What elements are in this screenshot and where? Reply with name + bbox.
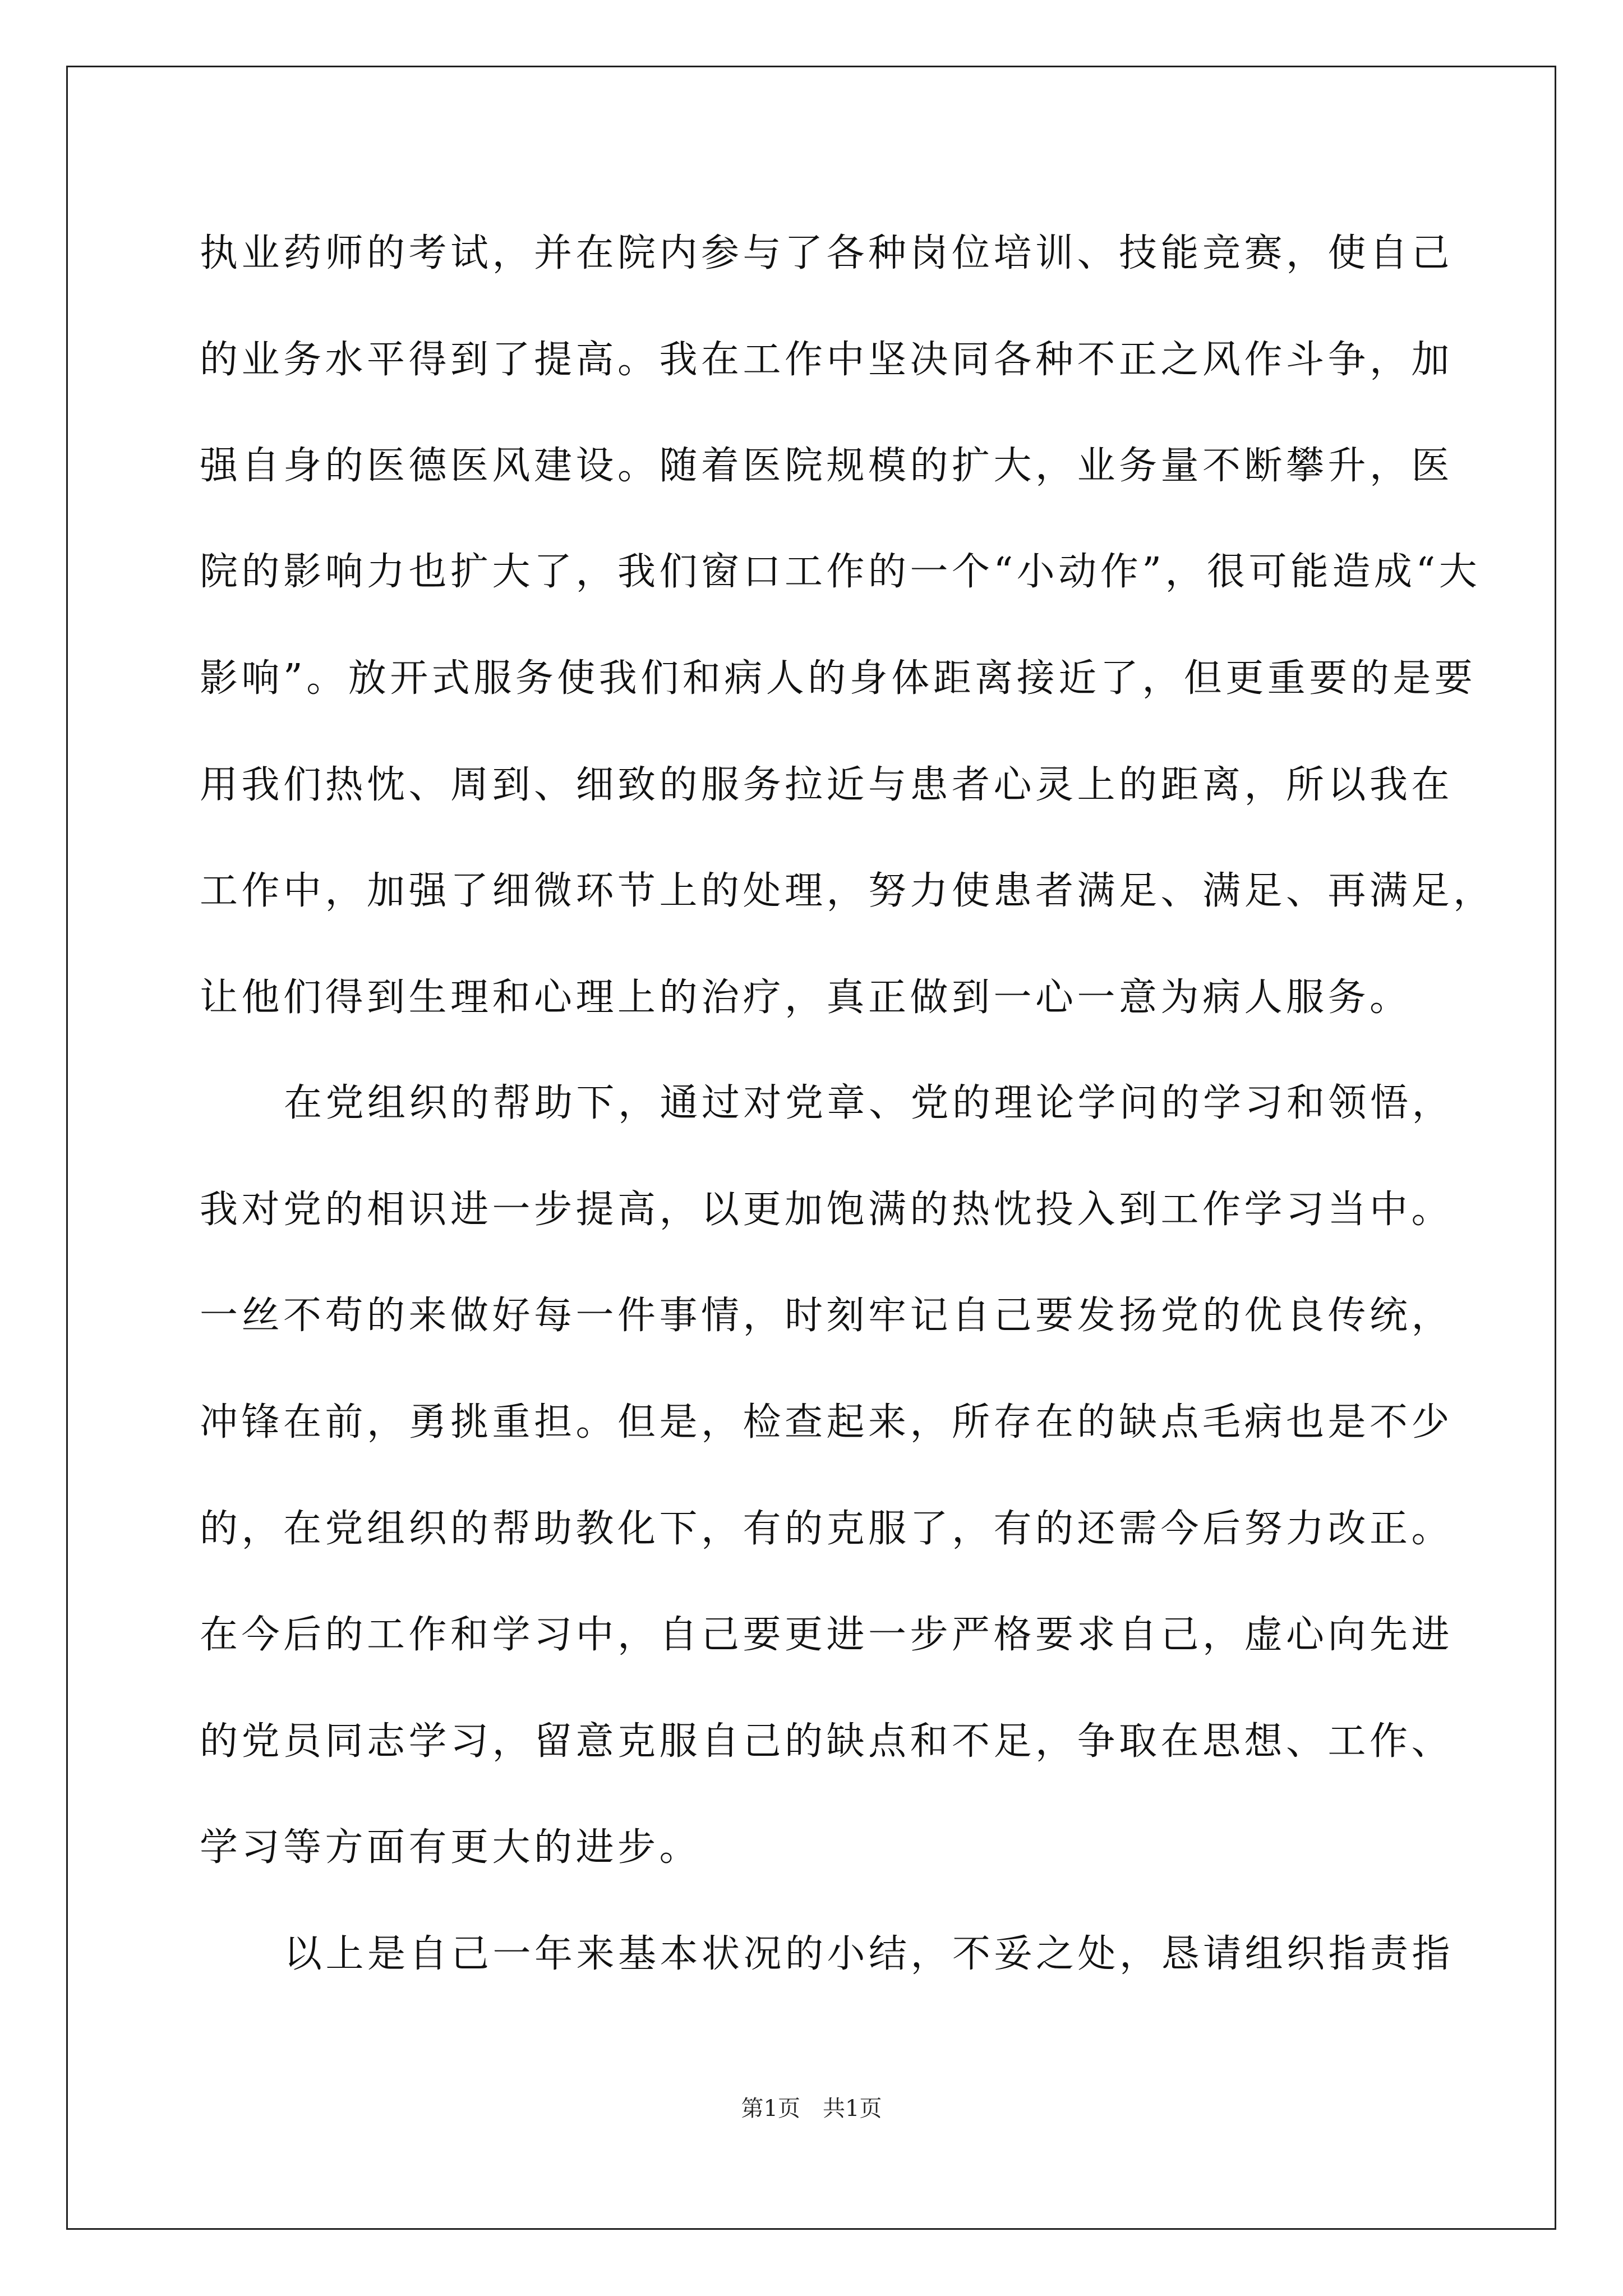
page-number-footer: 第1页 共1页 [741, 2096, 882, 2122]
text-line: 冲锋在前，勇挑重担。但是，检查起来，所存在的缺点毛病也是不少 [200, 1400, 1454, 1444]
text-line: 的，在党组织的帮助教化下，有的克服了，有的还需今后努力改正。 [200, 1507, 1454, 1551]
text-line: 影响”。放开式服务使我们和病人的身体距离接近了，但更重要的是要 [200, 656, 1477, 701]
text-line: 让他们得到生理和心理上的治疗，真正做到一心一意为病人服务。 [200, 976, 1412, 1020]
text-line: 一丝不苟的来做好每一件事情，时刻牢记自己要发扬党的优良传统， [200, 1294, 1454, 1338]
text-line: 院的影响力也扩大了，我们窗口工作的一个“小动作”，很可能造成“大 [200, 550, 1481, 594]
text-line: 在今后的工作和学习中，自己要更进一步严格要求自己，虚心向先进 [200, 1613, 1454, 1657]
text-line: 我对党的相识进一步提高，以更加饱满的热忱投入到工作学习当中。 [200, 1188, 1454, 1232]
text-line: 执业药师的考试，并在院内参与了各种岗位培训、技能竞赛，使自己 [200, 231, 1454, 275]
page-border [66, 66, 1556, 2230]
text-line: 工作中，加强了细微环节上的处理，努力使患者满足、满足、再满足， [200, 869, 1495, 913]
text-line: 强自身的医德医风建设。随着医院规模的扩大，业务量不断攀升，医 [200, 444, 1454, 488]
text-line: 学习等方面有更大的进步。 [200, 1825, 702, 1870]
text-line: 的业务水平得到了提高。我在工作中坚决同各种不正之风作斗争，加 [200, 338, 1454, 382]
paragraph-first-line: 以上是自己一年来基本状况的小结，不妥之处，恳请组织指责指 [284, 1932, 1454, 1976]
text-line: 用我们热忱、周到、细致的服务拉近与患者心灵上的距离，所以我在 [200, 763, 1454, 807]
paragraph-first-line: 在党组织的帮助下，通过对党章、党的理论学问的学习和领悟， [284, 1081, 1454, 1125]
text-line: 的党员同志学习，留意克服自己的缺点和不足，争取在思想、工作、 [200, 1719, 1454, 1764]
